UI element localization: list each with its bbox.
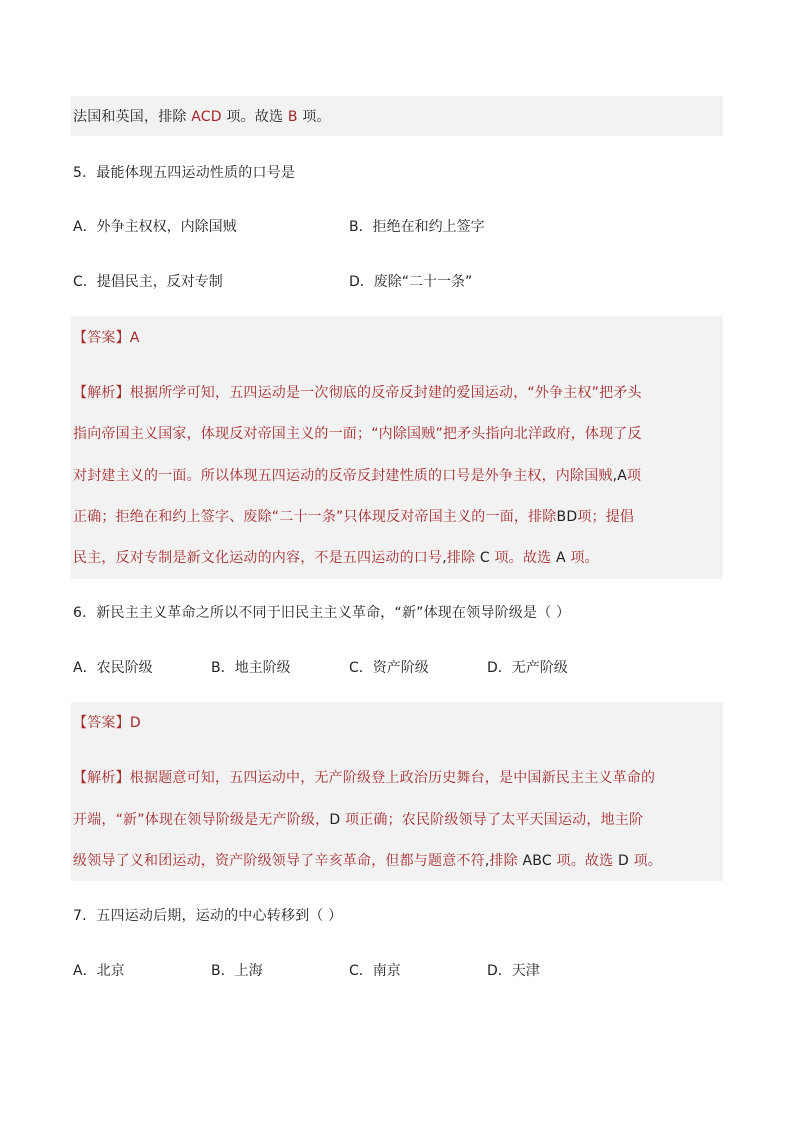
q5-option-a: A．外争主权权，内除国贼: [73, 219, 237, 235]
text-run: 项正确；农民阶级领导了太平天国运动，地主阶: [340, 812, 644, 828]
q5-answer: [73, 328, 140, 348]
question-5-stem: 5．最能体现五四运动性质的口号是: [73, 165, 296, 181]
q7-option-c: C．南京: [349, 963, 401, 979]
text-run: BD: [556, 509, 578, 525]
text-run: ACD: [191, 109, 222, 125]
answer-value: D: [129, 715, 141, 731]
text-run: 开端，“新”体现在领导阶级是无产阶级，: [73, 812, 330, 828]
text-run: 对封建主义的一面。所以体现五四运动的反帝反封建性质的口号是外争主权，内除国贼: [73, 468, 613, 484]
analysis-line: [73, 768, 655, 788]
text-run: B: [287, 109, 298, 125]
q6-option-b: B．地主阶级: [211, 660, 291, 676]
analysis-line: [73, 548, 599, 568]
q7-option-d: D．天津: [487, 963, 540, 979]
answer-value: A: [129, 330, 140, 346]
q7-option-a: A．北京: [73, 963, 125, 979]
text-run: 项。故选: [489, 550, 557, 566]
text-run: 项。: [565, 550, 599, 566]
text-run: 【解析】根据题意可知，五四运动中，无产阶级登上政治历史舞台，是中国新民主主义革命的: [73, 770, 656, 786]
answer-box-q5: [71, 316, 723, 579]
text-run: 项。故选: [551, 853, 618, 869]
text-run: ABC: [522, 853, 552, 869]
text-run: 法国和英国，排除: [73, 109, 192, 125]
text-run: 正确；拒绝在和约上签字、废除“二十一条”只体现反对帝国主义的一面，排除: [73, 509, 557, 525]
text-run: D: [617, 853, 629, 869]
text-run: 排除: [489, 853, 523, 869]
analysis-line: [73, 383, 642, 403]
q5-option-d: D．废除“二十一条”: [349, 274, 473, 290]
analysis-line: [73, 466, 641, 486]
q6-option-c: C．资产阶级: [349, 660, 429, 676]
q6-option-d: D．无产阶级: [487, 660, 568, 676]
text-run: 指向帝国主义国家，体现反对帝国主义的一面；“内除国贼”把矛头指向北洋政府，体现了反: [73, 426, 642, 442]
analysis-line: [73, 507, 634, 527]
text-run: C: [479, 550, 490, 566]
text-run: 项；提倡: [577, 509, 635, 525]
text-run: A: [556, 550, 566, 566]
answer-label: 【答案】: [73, 330, 130, 346]
q5-option-c: C．提倡民主，反对专制: [73, 274, 223, 290]
text-run: ,: [484, 853, 490, 869]
question-7-stem: 7．五四运动后期，运动的中心转移到（ ）: [73, 908, 343, 924]
q6-answer: [73, 713, 141, 733]
text-run: 排除: [446, 550, 480, 566]
text-run: ,A: [612, 468, 628, 484]
answer-label: 【答案】: [73, 715, 130, 731]
text-run: 【解析】根据所学可知，五四运动是一次彻底的反帝反封建的爱国运动，“外争主权”把矛头: [73, 385, 642, 401]
text-run: 民主，反对专制是新文化运动的内容，不是五四运动的口号: [73, 550, 443, 566]
question-6-stem: 6．新民主主义革命之所以不同于旧民主主义革命，“新”体现在领导阶级是（ ）: [73, 605, 571, 621]
analysis-line: [73, 107, 331, 127]
text-run: 项: [627, 468, 642, 484]
q6-option-a: A．农民阶级: [73, 660, 153, 676]
text-run: 项。: [628, 853, 662, 869]
text-run: ,: [442, 550, 447, 566]
analysis-line: [73, 424, 642, 444]
q7-option-b: B．上海: [211, 963, 263, 979]
analysis-line: [73, 851, 662, 871]
q5-option-b: B．拒绝在和约上签字: [349, 219, 485, 235]
text-run: D: [329, 812, 341, 828]
text-run: 项。: [297, 109, 331, 125]
text-run: 项。故选: [221, 109, 288, 125]
text-run: 级领导了义和团运动，资产阶级领导了辛亥革命，但都与题意不符: [73, 853, 485, 869]
analysis-line: [73, 810, 643, 830]
